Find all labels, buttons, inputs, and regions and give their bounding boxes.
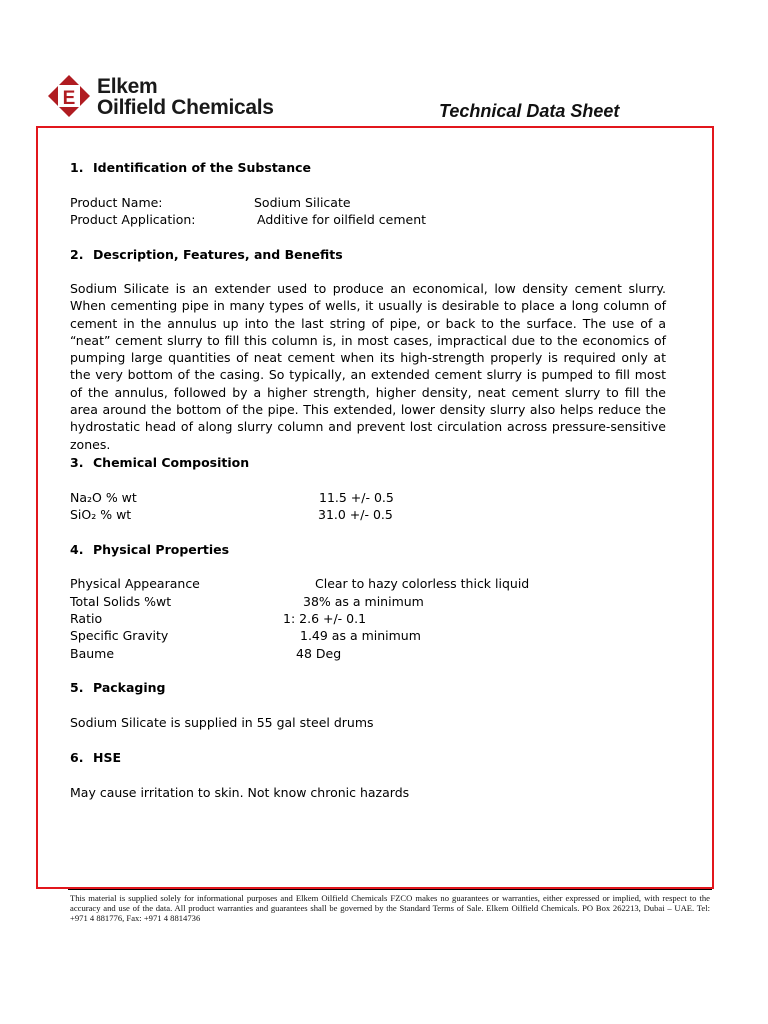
property-label: Physical Appearance bbox=[70, 576, 200, 591]
logo-line-1: Elkem bbox=[97, 75, 158, 98]
section-2-heading: 2. Description, Features, and Benefits bbox=[70, 247, 343, 262]
property-value: Clear to hazy colorless thick liquid bbox=[315, 576, 530, 591]
property-value: 48 Deg bbox=[296, 646, 342, 661]
section-6-heading: 6. HSE bbox=[70, 750, 122, 765]
property-label: Baume bbox=[70, 646, 115, 661]
section-1-heading: 1. Identification of the Substance bbox=[70, 160, 312, 175]
company-logo bbox=[47, 74, 289, 120]
composition-value: 31.0 +/- 0.5 bbox=[318, 507, 393, 522]
hse-text: May cause irritation to skin. Not know chronic hazards bbox=[70, 785, 410, 800]
property-value: 1: 2.6 +/- 0.1 bbox=[283, 611, 367, 626]
product-application-label: Product Application: bbox=[70, 212, 196, 227]
composition-label: SiO₂ % wt bbox=[70, 507, 132, 522]
footer-disclaimer: This material is supplied solely for informational purposes and Elkem Oilfield Chemicals FZCO makes no guarantees or warranties, either expressed or implied, with respect to the accuracy and use of the data. All product warranties and guarantees shall be governed by the Standard Terms of Sale. Elkem Oilfield Chemicals. PO Box 262213, Dubai – UAE. Tel: +971 4 881776, Fax: +971 4 8814736 bbox=[70, 893, 710, 924]
logo-text bbox=[97, 76, 274, 118]
elkem-logo-icon bbox=[47, 74, 91, 118]
section-4-heading: 4. Physical Properties bbox=[70, 542, 230, 557]
svg-text:E: E bbox=[62, 88, 76, 109]
composition-label: Na₂O % wt bbox=[70, 490, 137, 505]
property-value: 38% as a minimum bbox=[303, 594, 424, 609]
section-5-heading: 5. Packaging bbox=[70, 680, 166, 695]
product-application-value: Additive for oilfield cement bbox=[257, 212, 427, 227]
document-title: Technical Data Sheet bbox=[439, 101, 620, 121]
logo-line-2: Oilfield Chemicals bbox=[97, 96, 274, 119]
property-value: 1.49 as a minimum bbox=[300, 628, 421, 643]
composition-value: 11.5 +/- 0.5 bbox=[319, 490, 394, 505]
packaging-text: Sodium Silicate is supplied in 55 gal steel drums bbox=[70, 715, 374, 730]
property-label: Specific Gravity bbox=[70, 628, 169, 643]
section-3-heading: 3. Chemical Composition bbox=[70, 455, 250, 470]
product-name-label: Product Name: bbox=[70, 195, 163, 210]
product-name-value: Sodium Silicate bbox=[254, 195, 351, 210]
property-label: Total Solids %wt bbox=[70, 594, 172, 609]
description-paragraph: Sodium Silicate is an extender used to produce an economical, low density cement slurry. When cementing pipe in many types of wells, it usually is desirable to place a long column of cement in the annulus up into the last string of pipe, or back to the surface. The use of a “neat” cement slurry to fill this column is, in most cases, impractical due to the economics of pumping large quantities of neat cement when its high-strength properly is required only at the very bottom of the casing. So typically, an extended cement slurry is pumped to fill most of the annulus, followed by a higher strength, higher density, neat cement slurry to fill the area around the bottom of the pipe. This extended, lower density slurry also helps reduce the hydrostatic head of along slurry column and prevent lost circulation across pressure-sensitive zones. bbox=[70, 281, 666, 452]
property-label: Ratio bbox=[70, 611, 103, 626]
footer-divider bbox=[68, 889, 712, 890]
